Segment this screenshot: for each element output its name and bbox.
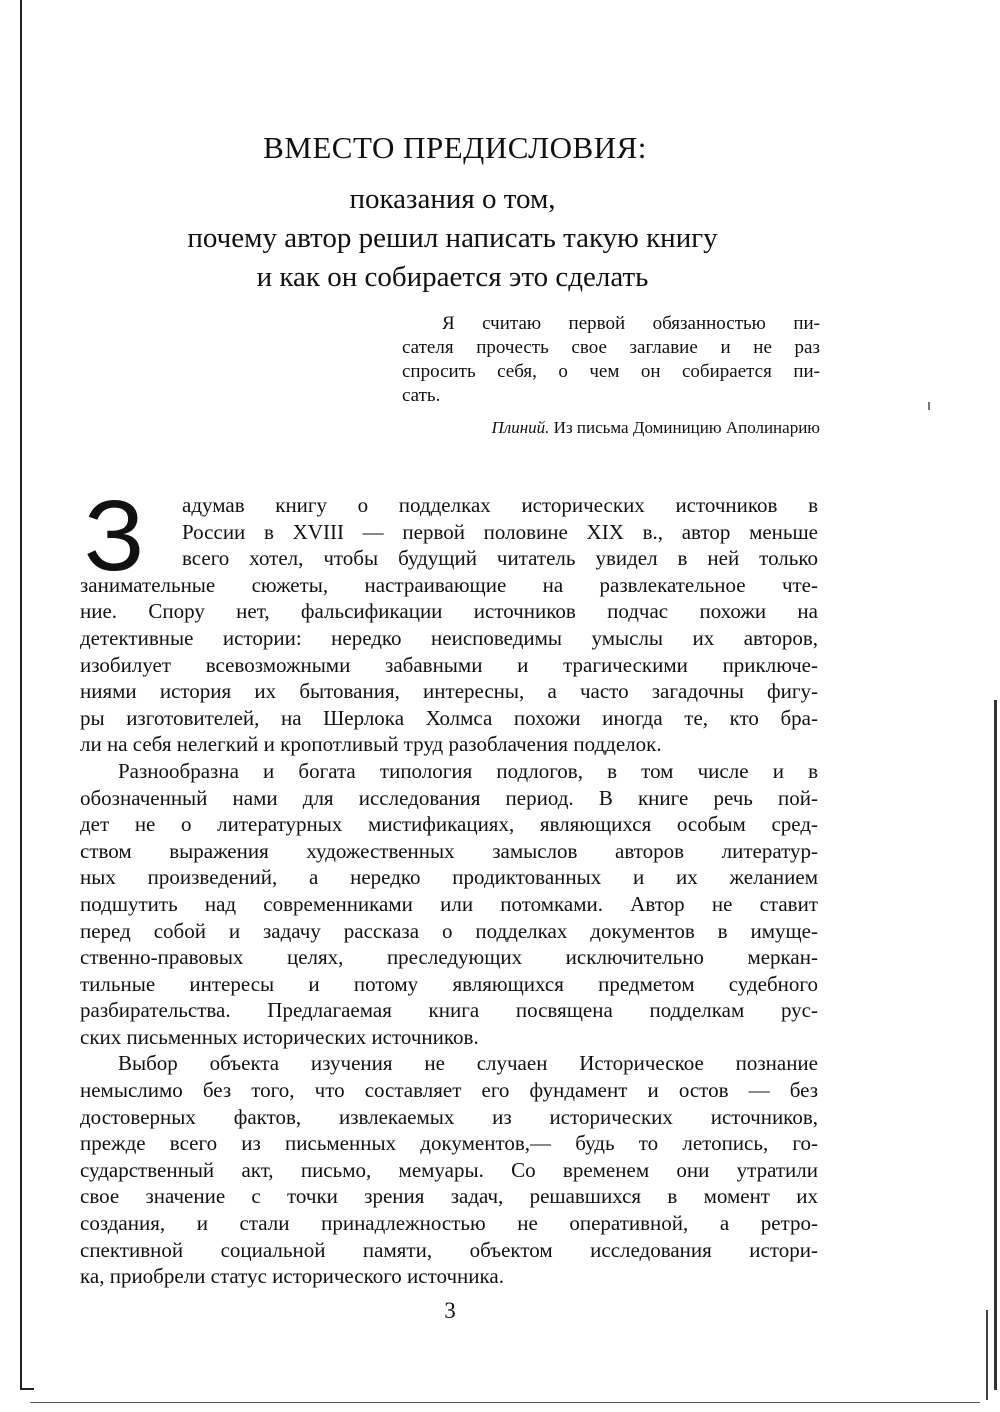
text-line: ных произведений, а нередко продиктованных и их желанием	[80, 865, 818, 890]
text-line: ских письменных исторических источников.	[80, 1024, 479, 1049]
subtitle-line: и как он собирается это сделать	[256, 261, 649, 293]
text-line: адумав книгу о подделках исторических источников в	[182, 493, 818, 517]
body-text	[80, 492, 818, 1290]
drop-cap: З	[84, 480, 145, 592]
text-line: Разнообразна и богата типология подлогов, в том числе и в	[118, 758, 818, 783]
page-number: 3	[444, 1298, 456, 1323]
text-line: занимательные сюжеты, настраивающие на развлекательное чте-	[80, 572, 818, 597]
text-line: прежде всего из письменных документов,— будь то летопись, го-	[80, 1131, 818, 1156]
text-line: ка, приобрели статус исторического источника.	[80, 1264, 504, 1289]
scan-speck	[928, 402, 930, 410]
epigraph-line: сателя прочесть свое заглавие и не раз	[402, 337, 820, 358]
text-line: свое значение с точки зрения задач, решавшихся в момент их	[80, 1184, 818, 1209]
text-line: тильные интересы и потому являющихся предметом судебного	[80, 971, 818, 996]
text-line: дет не о литературных мистификациях, являющихся особым сред-	[80, 812, 818, 837]
subtitle-line: показания о том,	[349, 183, 556, 215]
text-line: России в XVIII — первой половине XIX в., автор меньше	[182, 519, 818, 544]
subtitle-line: почему автор решил написать такую книгу	[187, 222, 718, 254]
text-line: подшутить над современниками или потомками. Автор не ставит	[80, 891, 818, 916]
text-line: сударственный акт, письмо, мемуары. Со временем они утратили	[80, 1157, 818, 1182]
text-line: Выбор объекта изучения не случаен Историческое познание	[118, 1051, 818, 1076]
epigraph	[402, 312, 820, 408]
text-line: ством выражения художественных замыслов авторов литератур-	[80, 838, 818, 863]
scan-edge-right-inner	[986, 1310, 988, 1400]
text-line: детективные истории: нередко неисповедимы умыслы их авторов,	[80, 625, 818, 650]
text-line: разбирательства. Предлагаемая книга посвящена подделкам рус-	[80, 998, 818, 1023]
text-line: ниями история их бытования, интересны, а часто загадочны фигу-	[80, 679, 818, 704]
epigraph-author: Плиний.	[491, 418, 550, 437]
epigraph-line: сать.	[402, 385, 441, 406]
scan-edge-left-foot	[20, 1388, 34, 1390]
chapter-subtitle	[0, 180, 905, 297]
text-line: ли на себя нелегкий и кропотливый труд разоблачения подделок.	[80, 732, 662, 757]
epigraph-line: Я считаю первой обязанностью пи-	[442, 313, 820, 334]
text-line: обозначенный нами для исследования период. В книге речь пой-	[80, 785, 818, 810]
epigraph-source-text: Из письма Доминицию Аполинарию	[553, 418, 820, 437]
text-line: изобилует всевозможными забавными и трагическими приключе-	[80, 652, 818, 677]
text-line: ние. Спору нет, фальсификации источников подчас похожи на	[80, 599, 818, 624]
chapter-title: ВМЕСТО ПРЕДИСЛОВИЯ:	[263, 130, 647, 165]
text-line: создания, и стали принадлежностью не оперативной, а ретро-	[80, 1211, 818, 1236]
text-line: перед собой и задачу рассказа о подделках документов в имуще-	[80, 918, 818, 943]
text-line: всего хотел, чтобы будущий читатель увидел в ней только	[182, 546, 818, 571]
scan-edge-bottom	[30, 1402, 980, 1403]
text-line: ственно-правовых целях, преследующих исключительно меркан-	[80, 945, 818, 970]
epigraph-attribution	[402, 418, 820, 438]
scan-edge-right	[994, 700, 997, 1390]
text-line: ры изготовителей, на Шерлока Холмса похожи иногда те, кто бра-	[80, 705, 818, 730]
text-line: спективной социальной памяти, объектом исследования истори-	[80, 1237, 818, 1262]
text-line: немыслимо без того, что составляет его фундамент и остов — без	[80, 1078, 818, 1103]
text-line: достоверных фактов, извлекаемых из исторических источников,	[80, 1104, 818, 1129]
epigraph-line: спросить себя, о чем он собирается пи-	[402, 361, 820, 382]
